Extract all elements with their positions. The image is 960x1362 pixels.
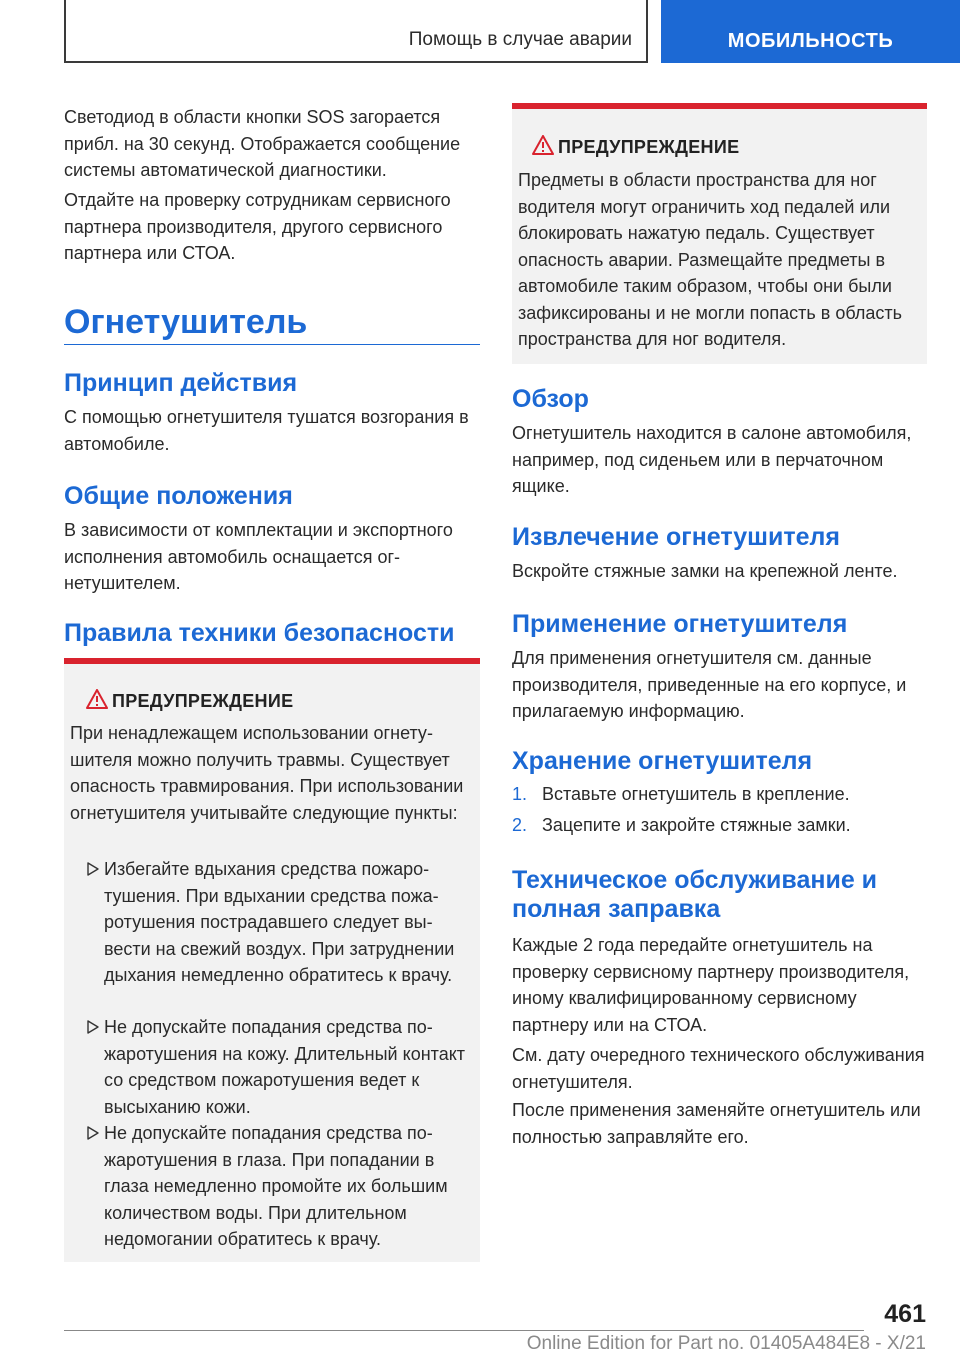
storage-heading: Хранение огнетушителя — [512, 747, 813, 775]
general-text: В зависимости от комплектации и экспортного исполнения автомобиль оснащается огнетушителем. — [64, 520, 453, 593]
triangle-bullet-icon — [86, 1124, 100, 1142]
maintenance-paragraph-2: См. дату очередного технического обслуживания огнетушителя. — [512, 1045, 925, 1092]
page-number: 461 — [884, 1300, 926, 1328]
warning-triangle-icon — [86, 689, 108, 709]
intro-paragraph-1: Светодиод в области кнопки SOS загорается прибл. на 30 секунд. Отображается сообщение системы автоматической диагностики. — [64, 107, 461, 180]
step-number: 1. — [512, 784, 528, 804]
overview-text: Огнетушитель находится в салоне автомобиля, например, под сиденьем или в перчаточном ящике. — [512, 423, 912, 496]
list-item — [512, 784, 927, 810]
warning-title: ПРЕДУПРЕЖДЕНИЕ — [558, 137, 740, 157]
maintenance-paragraph-3: После применения заменяйте огнетушитель или полностью заправляйте его. — [512, 1100, 921, 1147]
title-rule — [64, 344, 480, 345]
header-section-label: Помощь в случае аварии — [408, 29, 632, 50]
footer-rule — [64, 1330, 864, 1331]
step-number: 2. — [512, 815, 528, 835]
usage-heading: Применение огнетушителя — [512, 610, 848, 638]
warning-box-left: ПРЕДУПРЕЖДЕНИЕ При ненадлежащем использовании огнетушителя можно получить травмы. Существует опасность травмирования. При использовании огнетушителя учитывайте следующие пункты: Избегайте вдыхания средства пожаротушения. При вдыхании средства пожаротушения пострадавшего следует вывести на свежий воздух. При затруднении дыхания немедленно обратитесь к врачу. Не допускайте попадания средства пожаротушения на кожу. Длительный контакт со средством пожаротушения ведет к высыханию кожи. Не допускайте попадания средства пожаротушения в глаза. При попадании в глаза немедленно промойте их большим количеством воды. При длительном недомогании обратитесь к врачу. — [64, 658, 480, 1262]
removal-text: Вскройте стяжные замки на крепежной ленте. — [512, 561, 898, 581]
triangle-bullet-icon — [86, 860, 100, 878]
warning-title: ПРЕДУПРЕЖДЕНИЕ — [112, 691, 294, 711]
general-heading: Общие положения — [64, 482, 293, 510]
intro-paragraph-2: Отдайте на проверку сотрудникам сервисного партнера производителя, другого сервисного партнера или СТОА. — [64, 190, 451, 263]
usage-text: Для применения огнетушителя см. данные производителя, приведенные на его корпусе, и прилагаемую информацию. — [512, 648, 907, 721]
footer-edition: Online Edition for Part no. 01405A484E8 - X/21 — [526, 1333, 926, 1354]
maintenance-paragraph-1: Каждые 2 года передайте огнетушитель на проверку сервисному партнеру производителя, иному квалифицированному сервисному партнеру или на СТОА. — [512, 935, 910, 1035]
principle-heading: Принцип действия — [64, 369, 298, 397]
principle-text: С помощью огнетушителя тушатся возгорания в автомобиле. — [64, 407, 469, 454]
warning-triangle-icon — [532, 135, 554, 155]
page-title: Огнетушитель — [64, 303, 308, 341]
triangle-bullet-icon — [86, 1018, 100, 1036]
warning-text: Предметы в области пространства для ног водителя могут ограничить ход педалей или блокировать нажатую педаль. Существует опасность аварии. Размещайте предметы в автомобиле таким образом, чтобы они были зафиксированы и не могли попасть в область пространства для ног водителя. — [518, 170, 903, 349]
header-chapter-tab — [661, 0, 960, 63]
header-chapter-label: МОБИЛЬНОСТЬ — [727, 30, 894, 52]
safety-heading: Правила техники безопасности — [64, 619, 455, 647]
step-text: Зацепите и закройте стяжные замки. — [542, 815, 851, 835]
step-text: Вставьте огнетушитель в крепление. — [542, 784, 850, 804]
warning-text: При ненадлежащем использовании огнетушителя можно получить травмы. Существует опасность травмирования. При использовании огнетушителя учитывайте следующие пункты: — [70, 723, 464, 823]
overview-heading: Обзор — [512, 385, 589, 413]
warning-box-right — [512, 103, 927, 364]
list-item — [512, 815, 927, 841]
maintenance-heading: Техническое обслуживание и полная заправка — [512, 866, 878, 923]
removal-heading: Извлечение огнетушителя — [512, 523, 840, 551]
header-section-tab — [64, 0, 648, 63]
